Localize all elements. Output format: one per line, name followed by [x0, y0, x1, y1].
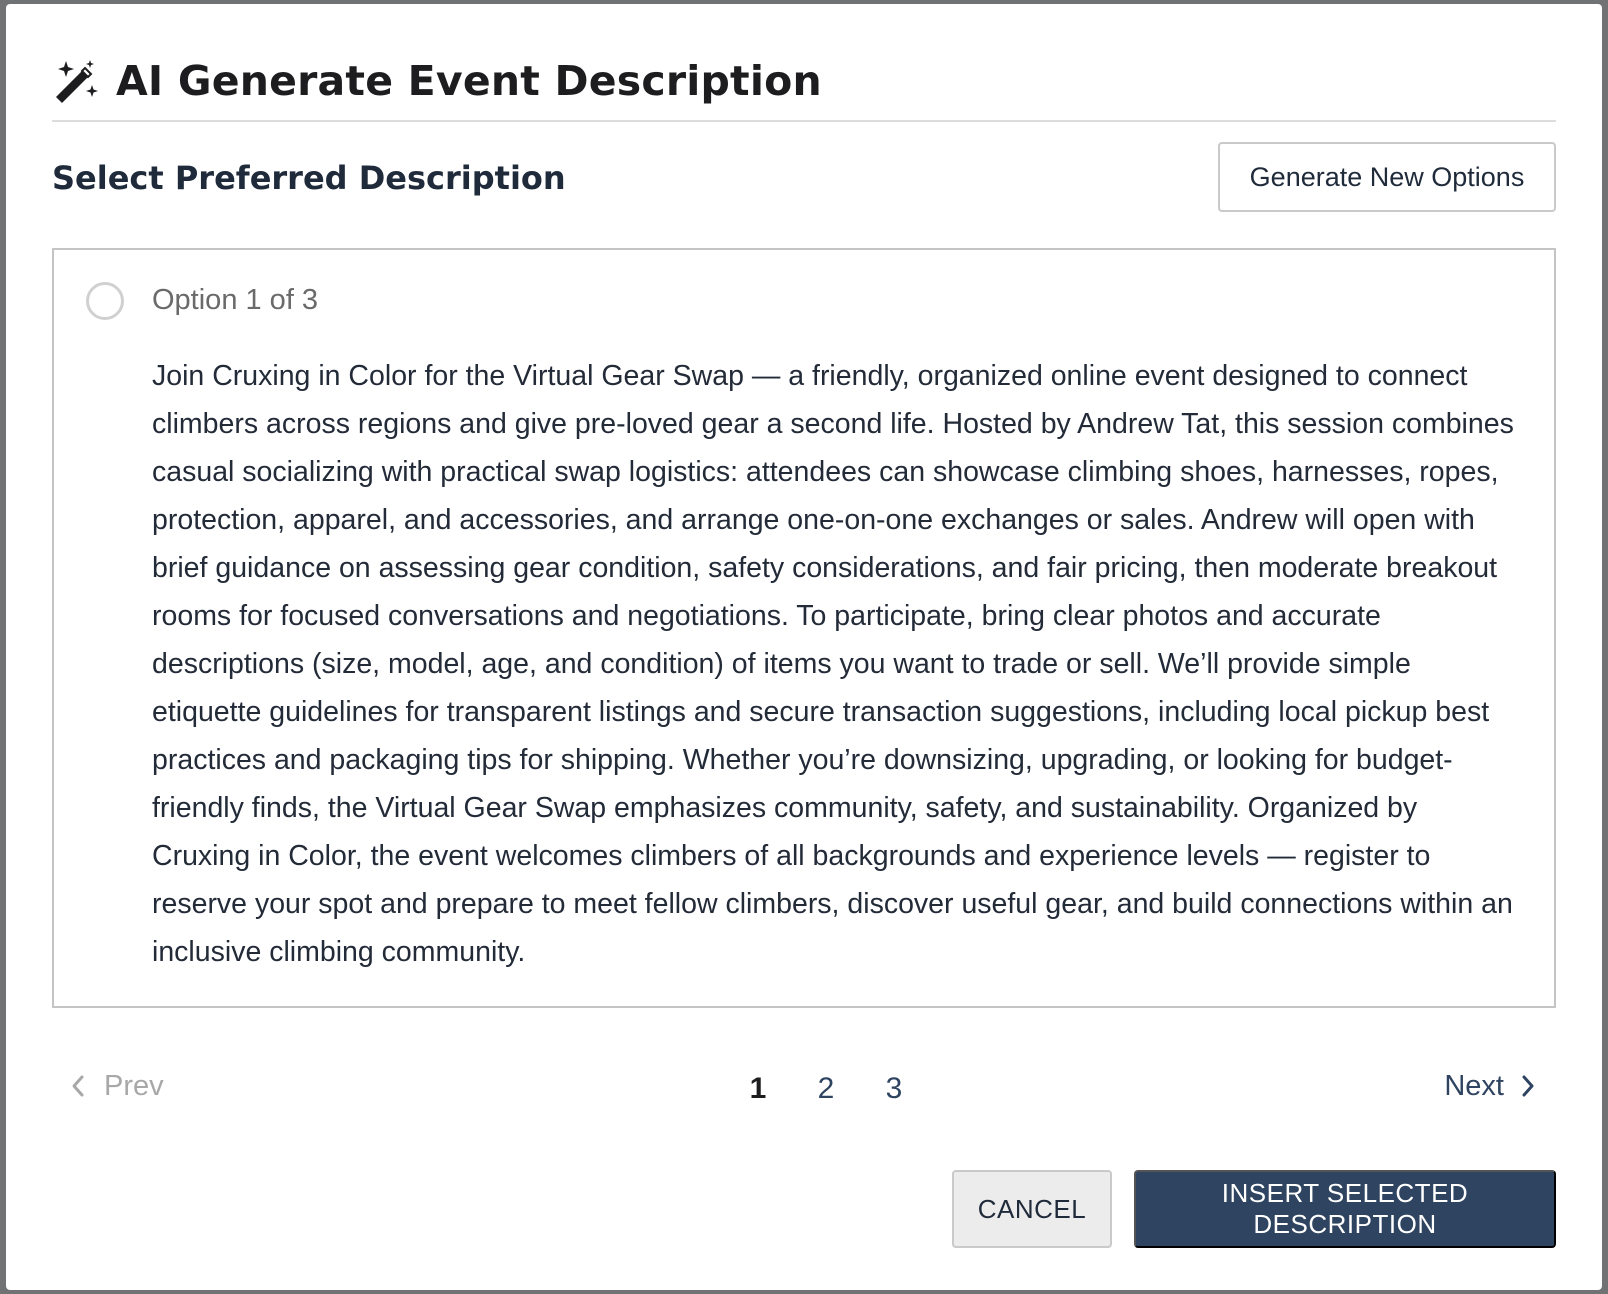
modal-header [52, 46, 822, 116]
page-2[interactable]: 2 [817, 1072, 835, 1105]
insert-selected-description-button[interactable]: INSERT SELECTED DESCRIPTION [1134, 1170, 1556, 1248]
prev-button[interactable] [70, 1056, 164, 1116]
option-radio[interactable] [86, 282, 124, 320]
page-1[interactable]: 1 [749, 1072, 767, 1105]
description-option-card[interactable] [52, 248, 1556, 1008]
option-label: Option 1 of 3 [152, 284, 319, 316]
next-button[interactable] [1444, 1056, 1536, 1116]
section-title: Select Preferred Description [52, 159, 566, 197]
chevron-right-icon [1520, 1073, 1536, 1099]
chevron-left-icon [70, 1073, 86, 1099]
option-description-text: Join Cruxing in Color for the Virtual Gear Swap — a friendly, organized online event designed to connect climbers across regions and give pre-loved gear a second life. Hosted by Andrew Tat, this session combines casual socializing with practical swap logistics: attendees can showcase climbing shoes, harnesses, ropes, protection, apparel, and accessories, and arrange one-on-one exchanges or sales. Andrew will open with brief guidance on assessing gear condition, safety considerations, and fair pricing, then moderate breakout rooms for focused conversations and negotiations. To participate, bring clear photos and accurate descriptions (size, model, age, and condition) of items you want to trade or sell. We’ll provide simple etiquette guidelines for transparent listings and secure transaction suggestions, including local pickup best practices and packaging tips for shipping. Whether you’re downsizing, upgrading, or looking for budget-friendly finds, the Virtual Gear Swap emphasizes community, safety, and sustainability. Organized by Cruxing in Color, the event welcomes climbers of all backgrounds and experience levels — register to reserve your spot and prepare to meet fellow climbers, discover useful gear, and build connections within an inclusive climbing community. [152, 360, 1514, 968]
ai-description-modal [6, 4, 1602, 1290]
page-numbers [724, 1056, 928, 1116]
page-3[interactable]: 3 [885, 1072, 903, 1105]
generate-new-options-button[interactable]: Generate New Options [1218, 142, 1556, 212]
prev-label: Prev [104, 1069, 164, 1102]
header-divider [52, 120, 1556, 122]
modal-title: AI Generate Event Description [116, 57, 822, 105]
pagination [52, 1056, 1556, 1116]
next-label: Next [1444, 1069, 1504, 1102]
magic-wand-icon [52, 56, 102, 106]
cancel-button[interactable]: CANCEL [952, 1170, 1112, 1248]
